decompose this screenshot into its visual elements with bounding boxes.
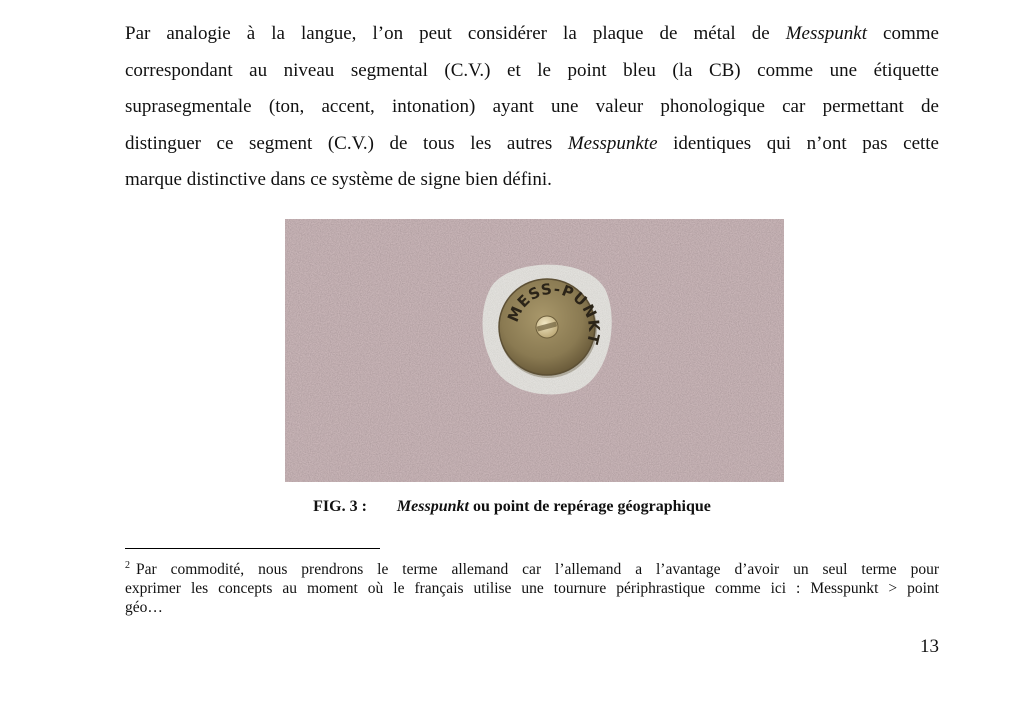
- paragraph-line: suprasegmentale (ton, accent, intonation) ayant une valeur phonologique car permettant de: [125, 96, 939, 117]
- footnote: [125, 560, 939, 617]
- caption-label: FIG. 3 :: [313, 498, 367, 515]
- footnote-mark: 2: [125, 559, 130, 571]
- caption-text: ou point de repérage géographique: [468, 498, 711, 515]
- body-paragraph: [125, 16, 939, 199]
- caption-term: Messpunkt: [396, 498, 469, 515]
- plate-inscription: MESS-PUNKT: [503, 279, 604, 347]
- paragraph-line: distinguer ce segment (C.V.) de tous les autres Messpunkte identiques qui n’ont pas cette: [125, 132, 939, 154]
- footnote-line: $^2$ Par commodité, nous prendrons le terme allemand car l’allemand a l’avantage d’avoir un seul terme pour: [125, 559, 939, 578]
- page-number: 13: [920, 636, 939, 657]
- footnote-divider: [125, 548, 380, 549]
- center-bolt-icon: [536, 316, 558, 338]
- messpunkt-photo: [285, 219, 784, 482]
- footnote-line: exprimer les concepts au moment où le français utilise une tournure périphrastique comme ici : Messpunkt > point: [125, 580, 939, 597]
- paragraph-line: marque distinctive dans ce système de signe bien défini.: [125, 169, 552, 190]
- paragraph-line: Par analogie à la langue, l’on peut considérer la plaque de métal de Messpunkt comme: [125, 23, 939, 44]
- footnote-line: géo…: [125, 599, 163, 616]
- paragraph-line: correspondant au niveau segmental (C.V.) et le point bleu (la CB) comme une étiquette: [125, 59, 939, 81]
- figure-caption: [0, 498, 1024, 516]
